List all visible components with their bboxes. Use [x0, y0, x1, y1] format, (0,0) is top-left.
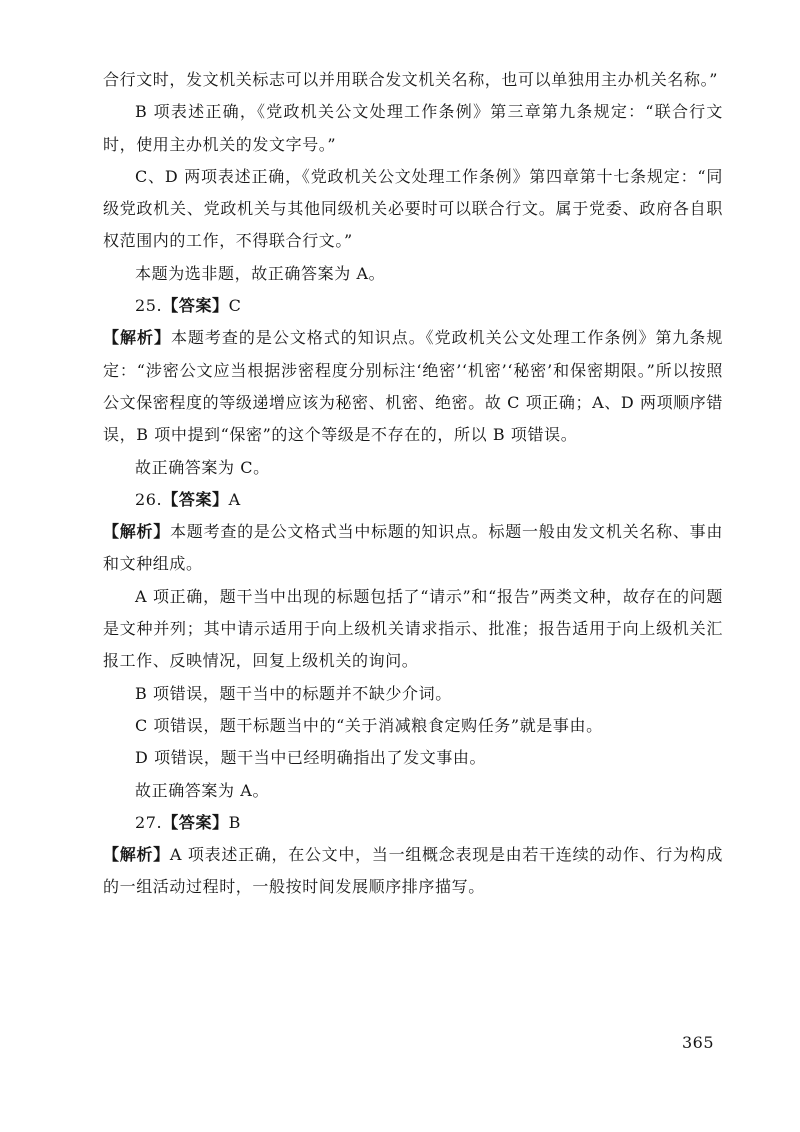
q25-analysis-label: 【解析】 — [103, 328, 171, 348]
q26-conclusion: 故正确答案为 A。 — [135, 780, 270, 800]
q26-answer-label: 【答案】 — [162, 489, 229, 509]
page-number: 365 — [681, 1033, 714, 1052]
q27-answer-heading — [103, 807, 723, 839]
q26-c-item: C 项错误，题干标题当中的“关于消减粮食定购任务”就是事由。 — [135, 715, 603, 735]
page-content — [103, 64, 723, 904]
paragraph-continuation: 合行文时，发文机关标志可以并用联合发文机关名称，也可以单独用主办机关名称。” — [103, 70, 718, 89]
q26-number: 26. — [135, 489, 163, 509]
q26-b-item: B 项错误，题干当中的标题并不缺少介词。 — [135, 683, 452, 703]
q25-conclusion: 故正确答案为 C。 — [135, 457, 270, 477]
q26-analysis — [103, 516, 723, 581]
q27-analysis-text: A 项表述正确，在公文中，当一组概念表现是由若干连续的动作、行为构成的一组活动过程时，一般按时间发展顺序排序描写。 — [103, 845, 723, 897]
q25-answer: C — [228, 296, 242, 316]
q27-answer-label: 【答案】 — [162, 812, 229, 832]
q25-answer-label: 【答案】 — [162, 296, 229, 316]
q25-answer-heading — [103, 290, 723, 322]
q25-analysis-text: 本题考查的是公文格式的知识点。《党政机关公文处理工作条例》第九条规定：“涉密公文应当根据涉密程度分别标注‘绝密’‘机密’‘秘密’和保密期限。”所以按照公文保密程度的等级递增应该为秘密、机密、绝密。故 C 项正确；A、D 两项顺序错误，B 项中提到“保密”的这个等级是不存在的，所以 B 项错误。 — [103, 328, 723, 445]
q26-a-item: A 项正确，题干当中出现的标题包括了“请示”和“报告”两类文种，故存在的问题是文种并列；其中请示适用于向上级机关请求指示、批准；报告适用于向上级机关汇报工作、反映情况，回复上级机关的询问。 — [103, 586, 723, 671]
q27-answer: B — [228, 812, 242, 832]
paragraph-b-item: B 项表述正确，《党政机关公文处理工作条例》第三章第九条规定：“联合行文时，使用主办机关的发文字号。” — [103, 102, 723, 154]
paragraph-conclusion: 本题为选非题，故正确答案为 A。 — [135, 263, 386, 283]
q27-analysis-label: 【解析】 — [103, 845, 170, 865]
q25-analysis — [103, 322, 723, 451]
q26-answer-heading — [103, 484, 723, 516]
q27-analysis — [103, 839, 723, 904]
q26-answer: A — [228, 489, 241, 509]
q26-analysis-text: 本题考查的是公文格式当中标题的知识点。标题一般由发文机关名称、事由和文种组成。 — [103, 522, 723, 574]
q27-number: 27. — [135, 812, 163, 832]
q26-analysis-label: 【解析】 — [103, 522, 171, 542]
paragraph-cd-items: C、D 两项表述正确，《党政机关公文处理工作条例》第四章第十七条规定：“同级党政机关、党政机关与其他同级机关必要时可以联合行文。属于党委、政府各自职权范围内的工作，不得联合行文。” — [103, 166, 723, 251]
q25-number: 25. — [135, 296, 163, 316]
q26-d-item: D 项错误，题干当中已经明确指出了发文事由。 — [135, 748, 487, 768]
